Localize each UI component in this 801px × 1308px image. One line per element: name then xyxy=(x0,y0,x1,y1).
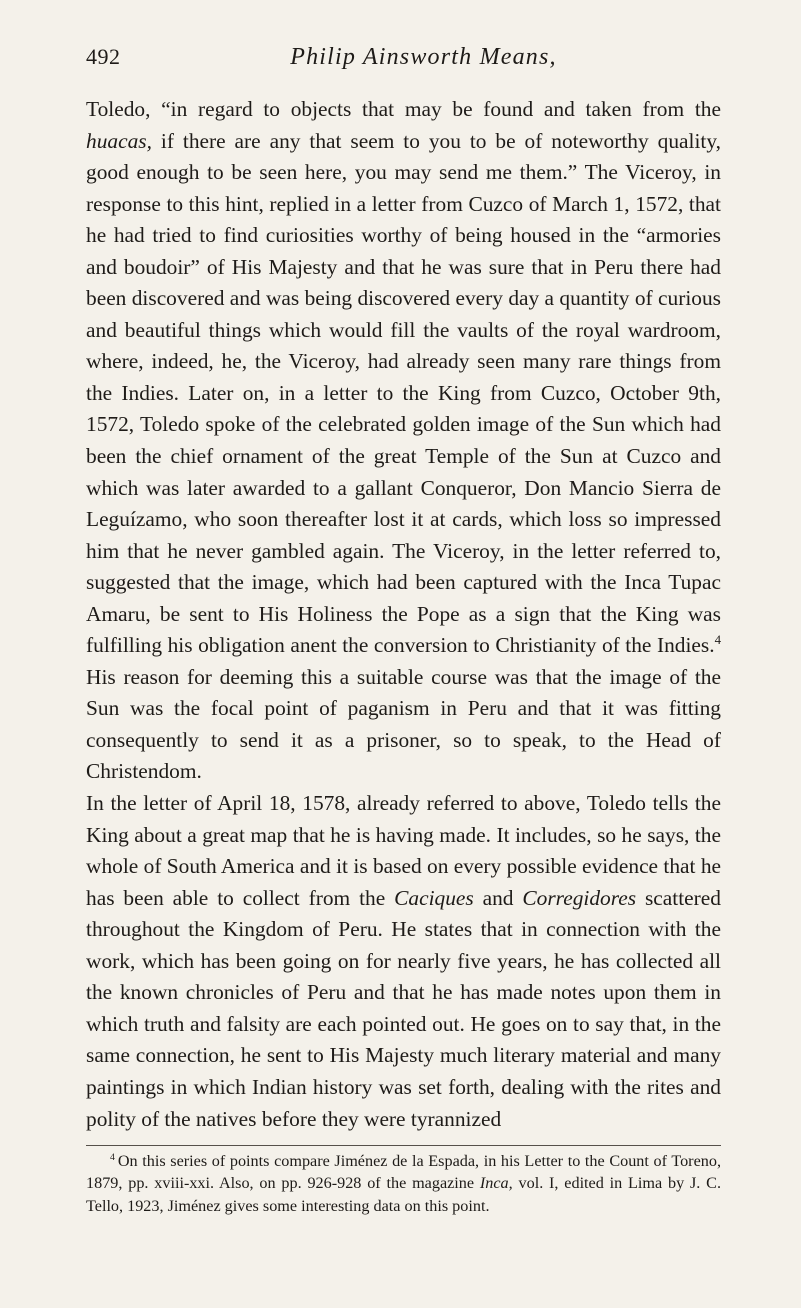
text-run: vol. I, edited in Lima by J. C. Tello, 1923, Jiménez gives some interesting data on this point. xyxy=(86,1174,721,1215)
page-header xyxy=(86,34,721,94)
text-run: On this series of points compare Jiménez de la Espada, in his Letter to the Count of Toreno, 1879, pp. xviii-xxi. Also, on pp. 926-928 of the magazine xyxy=(86,1152,721,1193)
italic-term: Caciques xyxy=(394,885,474,910)
book-page xyxy=(86,34,721,1217)
text-run: if there are any that seem to you to be of noteworthy quality, good enough to be seen here, you may send me them.” The Viceroy, in response to this hint, replied in a letter from Cuzco of March 1, 1572, that he had tried to find curiosities worthy of being housed in the “armories and boudoir” of His Majesty and that he was sure that in Peru there had been discovered and was being discovered every day a quantity of curious and beautiful things which would fill the vaults of the royal wardroom, where, indeed, he, the Viceroy, had already seen many rare things from the Indies. Later on, in a letter to the King from Cuzco, October 9th, 1572, Toledo spoke of the celebrated golden image of the Sun which had been the chief ornament of the great Temple of the Sun at Cuzco and which was later awarded to a gallant Conqueror, Don Mancio Sierra de Leguízamo, who soon thereafter lost it at cards, which loss so impressed him that he never gambled again. The Viceroy, in the letter referred to, suggested that the image, which had been captured with the Inca Tupac Amaru, be sent to His Holiness the Pope as a sign that the King was fulfilling his obligation anent the conversion to Christianity of the Indies. xyxy=(86,128,721,658)
footnote-reference: 4 xyxy=(714,633,721,648)
paragraph-2 xyxy=(86,788,721,1135)
text-run: Toledo, “in regard to objects that may be found and taken from the xyxy=(86,97,721,121)
footnote-text xyxy=(86,1152,721,1215)
italic-term: Inca, xyxy=(479,1174,513,1193)
italic-term: Corregidores xyxy=(522,885,637,910)
text-run: and xyxy=(473,885,523,910)
italic-term: huacas, xyxy=(86,128,152,153)
footnote-mark: 4 xyxy=(110,1151,115,1163)
text-run: In the letter of April 18, 1578, already referred to above, Toledo tells the King about a great map that he is having made. It includes, so he says, the whole of South America and it is based on every possible evidence that he has been able to collect from the xyxy=(86,791,722,910)
paragraph-1 xyxy=(86,94,721,788)
text-run: His reason for deeming this a suitable course was that the image of the Sun was the focal point of paganism in Peru and that it was fitting consequently to send it as a prisoner, so to speak, to the Head of Christendom. xyxy=(86,664,721,784)
footnote-rule xyxy=(86,1145,721,1146)
body-text xyxy=(86,94,721,1135)
footnote xyxy=(86,1150,721,1217)
running-head: Philip Ainsworth Means, xyxy=(290,44,557,70)
page-number: 492 xyxy=(86,44,121,69)
text-run: scattered throughout the Kingdom of Peru. He states that in connection with the work, which has been going on for nearly five years, he has collected all the known chronicles of Peru and that he has made notes upon them in which truth and falsity are each pointed out. He goes on to say that, in the same connection, he sent to His Majesty much literary material and many paintings in which Indian history was set forth, dealing with the rites and polity of the natives before they were tyrannized xyxy=(86,885,721,1131)
